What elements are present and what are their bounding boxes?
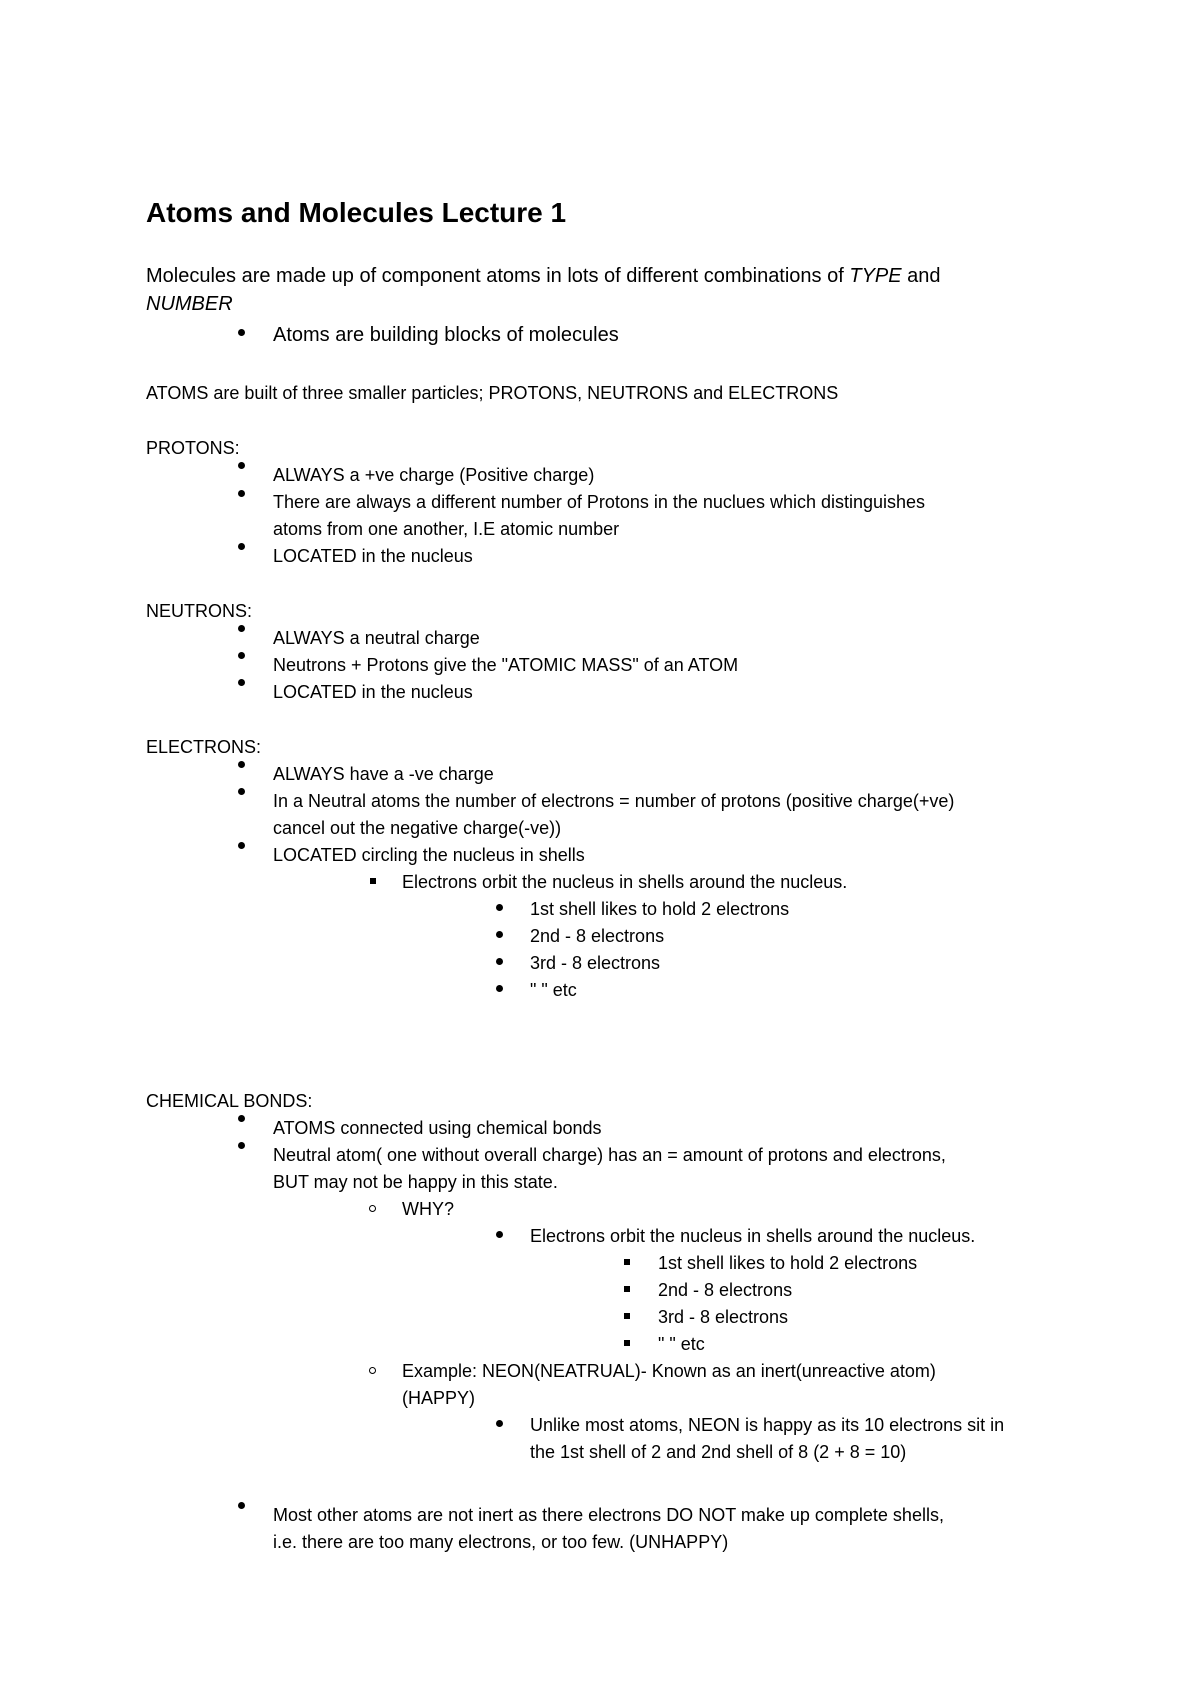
- protons-item: There are always a different number of Protons in the nuclues which distinguishes: [273, 492, 926, 512]
- bonds-shell-item: 3rd - 8 electrons: [658, 1307, 789, 1327]
- bullet-ring: [369, 1205, 376, 1212]
- bonds-subsubitem: Unlike most atoms, NEON is happy as its 10 electrons sit in: [530, 1415, 1005, 1435]
- intro-text-post: and: [901, 265, 941, 287]
- electrons-item: In a Neutral atoms the number of electrons = number of protons (positive charge(+ve): [273, 791, 955, 811]
- bullet-dot: [238, 652, 245, 659]
- bonds-shell-item: 2nd - 8 electrons: [658, 1280, 793, 1300]
- bullet-dot: [238, 1142, 245, 1149]
- protons-heading: PROTONS:: [146, 438, 240, 458]
- intro-number-word: NUMBER: [146, 293, 233, 315]
- bonds-shell-item: 1st shell likes to hold 2 electrons: [658, 1253, 918, 1273]
- electrons-subitem: Electrons orbit the nucleus in shells around the nucleus.: [402, 872, 848, 892]
- protons-item: ALWAYS a +ve charge (Positive charge): [273, 465, 595, 485]
- page-title: Atoms and Molecules Lecture 1: [146, 197, 567, 228]
- neutrons-item: Neutrons + Protons give the "ATOMIC MASS" of an ATOM: [273, 655, 739, 675]
- electrons-shell-item: 2nd - 8 electrons: [530, 926, 665, 946]
- bullet-square: [624, 1259, 630, 1265]
- bullet-dot: [496, 904, 503, 911]
- electrons-item: ALWAYS have a -ve charge: [273, 764, 494, 784]
- bullet-dot: [496, 1420, 503, 1427]
- protons-item: LOCATED in the nucleus: [273, 546, 473, 566]
- bonds-item: ATOMS connected using chemical bonds: [273, 1118, 602, 1138]
- electrons-heading: ELECTRONS:: [146, 737, 262, 757]
- electrons-shell-item: 3rd - 8 electrons: [530, 953, 661, 973]
- bullet-dot: [496, 958, 503, 965]
- bonds-subsubitem-cont: the 1st shell of 2 and 2nd shell of 8 (2 + 8 = 10): [530, 1442, 907, 1462]
- neutrons-heading: NEUTRONS:: [146, 601, 253, 621]
- bonds-item-cont: i.e. there are too many electrons, or too few. (UNHAPPY): [273, 1532, 729, 1552]
- electrons-shell-item: " " etc: [530, 980, 577, 1000]
- intro-line-2: [146, 291, 233, 317]
- electrons-item-cont: cancel out the negative charge(-ve)): [273, 818, 562, 838]
- electrons-item: LOCATED circling the nucleus in shells: [273, 845, 585, 865]
- neutrons-item: ALWAYS a neutral charge: [273, 628, 480, 648]
- bonds-item: Most other atoms are not inert as there electrons DO NOT make up complete shells,: [273, 1505, 944, 1525]
- intro-bullet: Atoms are building blocks of molecules: [273, 324, 619, 346]
- protons-item-cont: atoms from one another, I.E atomic number: [273, 519, 620, 539]
- bonds-heading: CHEMICAL BONDS:: [146, 1091, 313, 1111]
- bonds-shell-item: " " etc: [658, 1334, 705, 1354]
- bonds-subitem-cont: (HAPPY): [402, 1388, 476, 1408]
- bonds-item: Neutral atom( one without overall charge) has an = amount of protons and electrons,: [273, 1145, 946, 1165]
- bullet-dot: [238, 490, 245, 497]
- bullet-dot: [496, 1231, 503, 1238]
- bullet-dot: [238, 761, 245, 768]
- electrons-shell-item: 1st shell likes to hold 2 electrons: [530, 899, 790, 919]
- atoms-line: ATOMS are built of three smaller particles; PROTONS, NEUTRONS and ELECTRONS: [146, 383, 839, 403]
- neutrons-item: LOCATED in the nucleus: [273, 682, 473, 702]
- bullet-dot: [496, 985, 503, 992]
- bullet-square: [370, 878, 376, 884]
- bullet-dot: [496, 931, 503, 938]
- intro-type-word: TYPE: [849, 265, 902, 287]
- bonds-subsubitem: Electrons orbit the nucleus in shells around the nucleus.: [530, 1226, 976, 1246]
- intro-line-1: [146, 263, 941, 289]
- bonds-subitem: Example: NEON(NEATRUAL)- Known as an inert(unreactive atom): [402, 1361, 936, 1381]
- bullet-dot: [238, 543, 245, 550]
- bullet-dot: [238, 1115, 245, 1122]
- bullet-dot: [238, 1502, 245, 1509]
- bullet-dot: [238, 329, 245, 336]
- bullet-dot: [238, 788, 245, 795]
- bullet-square: [624, 1313, 630, 1319]
- bonds-item-cont: BUT may not be happy in this state.: [273, 1172, 558, 1192]
- intro-text-pre: Molecules are made up of component atoms in lots of different combinations of: [146, 265, 850, 287]
- bullet-dot: [238, 462, 245, 469]
- bullet-ring: [369, 1367, 376, 1374]
- bullet-dot: [238, 625, 245, 632]
- bonds-subitem: WHY?: [402, 1199, 455, 1219]
- bullet-dot: [238, 842, 245, 849]
- bullet-dot: [238, 679, 245, 686]
- bullet-square: [624, 1286, 630, 1292]
- bullet-square: [624, 1340, 630, 1346]
